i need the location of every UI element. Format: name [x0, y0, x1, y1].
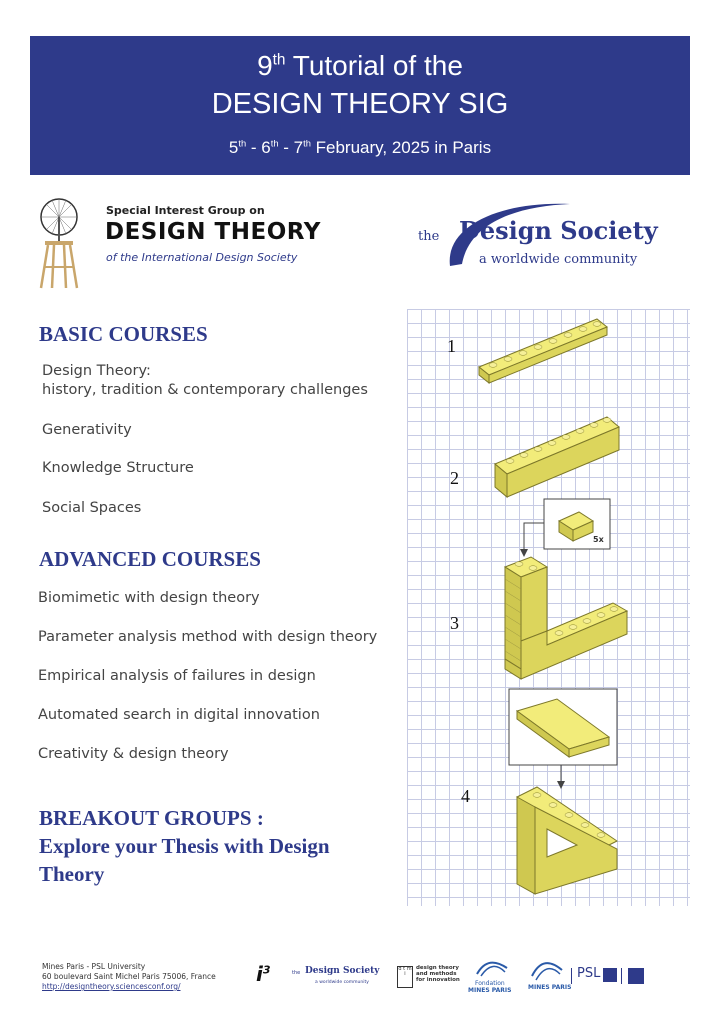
- sig-of-line: of the International Design Society: [106, 251, 298, 264]
- multiplier-label: 5x: [593, 535, 604, 544]
- dtmi-logo-text: design theory and methods for innovation: [416, 965, 460, 983]
- psl-logo: PSL: [577, 966, 601, 981]
- footer-ds-name: Design Society: [305, 966, 380, 976]
- breakout-heading: BREAKOUT GROUPS :: [39, 806, 264, 830]
- fondation-mines-paris-icon: [475, 958, 509, 978]
- basic-course-item: history, tradition & contemporary challenges: [42, 382, 368, 398]
- footer-link[interactable]: http://designtheory.sciencesconf.org/: [42, 982, 181, 991]
- header-banner: [30, 36, 690, 175]
- basic-course-item: Knowledge Structure: [42, 460, 194, 476]
- footer-ds-the: the: [292, 970, 301, 976]
- partner-square-icon: [628, 968, 644, 984]
- step-number: 1: [447, 336, 456, 356]
- sig-title: DESIGN THEORY: [105, 219, 321, 245]
- dtmi-logo-box: d t m i: [397, 966, 413, 988]
- lego-plate-step1: [479, 319, 607, 383]
- basic-courses-heading: BASIC COURSES: [39, 322, 208, 346]
- breakout-line2: Explore your Thesis with Design: [39, 834, 330, 858]
- lego-l-shape-step3: [505, 557, 627, 679]
- i3-logo: $i^3$: [256, 962, 271, 986]
- advanced-course-item: Empirical analysis of failures in design: [38, 668, 316, 684]
- divider: [571, 968, 572, 984]
- mines-paris-text: MINES PARIS: [528, 984, 572, 991]
- advanced-course-item: Creativity & design theory: [38, 746, 229, 762]
- banner-title-line2: DESIGN THEORY SIG: [211, 88, 509, 120]
- footer-ds-tag: a worldwide community: [315, 980, 369, 985]
- basic-course-item: Social Spaces: [42, 500, 142, 516]
- advanced-course-item: Automated search in digital innovation: [38, 707, 320, 723]
- divider: [621, 968, 622, 984]
- design-society-tagline: a worldwide community: [479, 252, 638, 267]
- footer-address: [42, 962, 216, 992]
- breakout-line3: Theory: [39, 862, 105, 886]
- sig-subtitle: Special Interest Group on: [106, 204, 265, 217]
- step-number: 3: [450, 613, 459, 633]
- lego-triangle-step4: [517, 787, 617, 894]
- mines-paris-icon: [530, 958, 564, 982]
- psl-star-icon: [603, 968, 617, 982]
- lego-bricks-illustration: [407, 309, 690, 906]
- advanced-courses-heading: ADVANCED COURSES: [39, 547, 261, 571]
- fondation-line2: MINES PARIS: [468, 987, 512, 994]
- banner-date: 5th - 6th - 7th February, 2025 in Paris: [228, 138, 492, 157]
- advanced-course-item: Parameter analysis method with design theory: [38, 629, 378, 645]
- basic-course-item: Design Theory:: [42, 363, 151, 379]
- advanced-course-item: Biomimetic with design theory: [38, 590, 260, 606]
- banner-title-line1: 9th Tutorial of the: [257, 50, 463, 81]
- step-number: 4: [461, 786, 470, 806]
- footer-line1: Mines Paris - PSL University: [42, 962, 146, 971]
- design-society-name: Design Society: [459, 216, 658, 245]
- step-number: 2: [450, 468, 459, 488]
- basic-course-item: Generativity: [42, 422, 132, 438]
- lego-brick-step2: [495, 417, 619, 497]
- bicycle-wheel-stool-icon: [36, 195, 96, 290]
- fondation-line1: Fondation: [475, 980, 505, 987]
- footer-line2: 60 boulevard Saint Michel Paris 75006, France: [42, 972, 216, 981]
- design-society-the: the: [418, 229, 440, 244]
